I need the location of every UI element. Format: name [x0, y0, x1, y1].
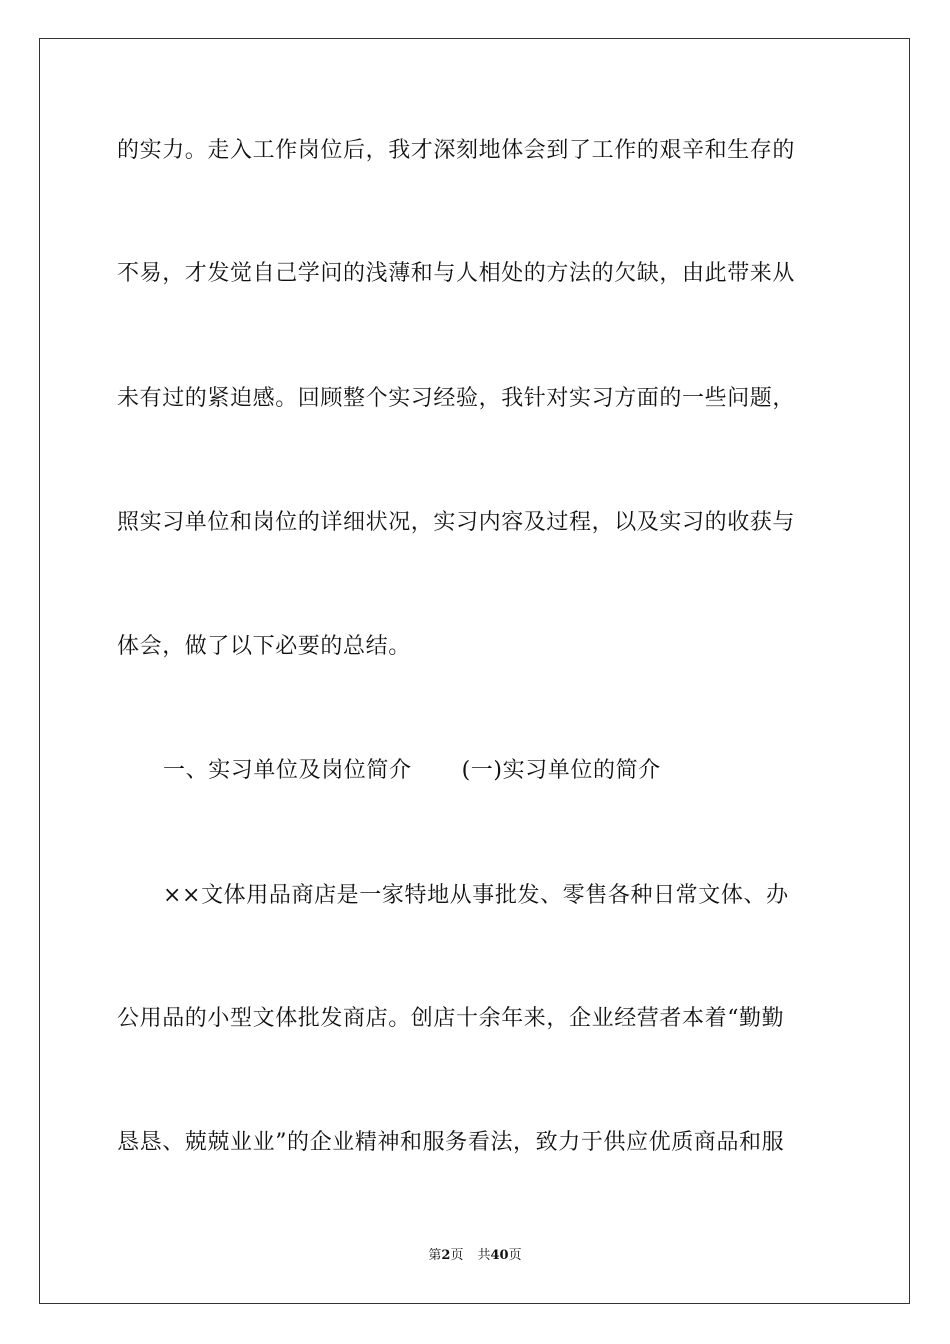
- body-text-line: 的实力。走入工作岗位后，我才深刻地体会到了工作的艰辛和生存的: [117, 138, 796, 163]
- total-suffix: 页: [508, 1248, 522, 1263]
- page-number: 2: [441, 1248, 451, 1263]
- page-prefix: 第: [428, 1248, 442, 1263]
- page-footer: [0, 1247, 950, 1265]
- body-text-line: 公用品的小型文体批发商店。创店十余年来，企业经营者本着“勤勤: [117, 1006, 785, 1031]
- body-text-line: 照实习单位和岗位的详细状况，实习内容及过程，以及实习的收获与: [117, 510, 796, 535]
- body-text-line: 未有过的紧迫感。回顾整个实习经验，我针对实习方面的一些问题，: [117, 386, 796, 411]
- body-text-line: ××文体用品商店是一家特地从事批发、零售各种日常文体、办: [163, 883, 789, 908]
- body-text-line: 恳恳、兢兢业业”的企业精神和服务看法，致力于供应优质商品和服: [117, 1130, 785, 1155]
- body-text-line: 体会，做了以下必要的总结。: [117, 634, 411, 659]
- subsection-heading: (一)实习单位的简介: [461, 758, 661, 783]
- body-text-line: 不易，才发觉自己学问的浅薄和与人相处的方法的欠缺，由此带来从: [117, 261, 796, 286]
- total-pages: 40: [490, 1248, 509, 1263]
- page-suffix: 页: [450, 1248, 464, 1263]
- section-heading: 一、实习单位及岗位简介: [163, 758, 412, 783]
- total-prefix: 共: [477, 1248, 491, 1263]
- section-heading-line: [163, 756, 661, 786]
- page-border: [39, 38, 910, 1304]
